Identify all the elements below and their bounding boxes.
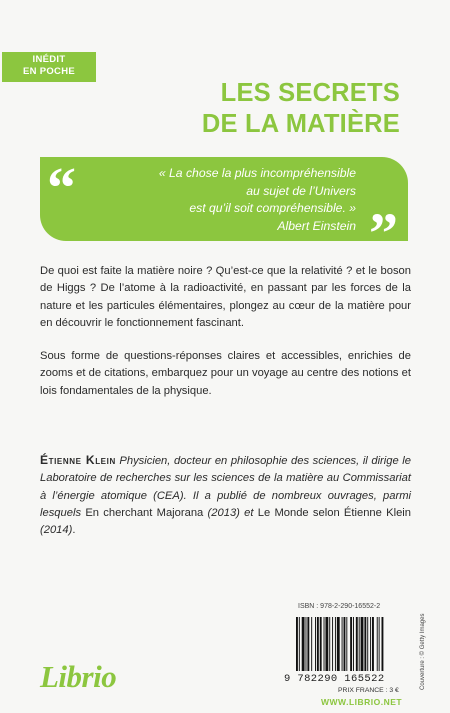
description-paragraph-1: De quoi est faite la matière noire ? Qu’est-ce que la relativité ? et le boson de Higgs ? De l’atome à la radioactivité, en passant par les forces de la nature et les particules élémentaires, plongez au cœur de la matière pour en découvrir le fonctionnement fascinant. bbox=[40, 265, 411, 329]
librio-logo: Librio bbox=[40, 659, 117, 694]
quote-box bbox=[40, 155, 408, 266]
badge-line-1: INÉDIT bbox=[32, 54, 66, 65]
price-label: PRIX FRANCE : 3 € bbox=[338, 687, 399, 694]
barcode-bar bbox=[324, 617, 325, 671]
barcode-bar bbox=[299, 617, 300, 671]
author-bio-text: Physicien, docteur en philosophie des sciences, il dirige le Laboratoire de recherches sur les sciences de la matière au Commissariat à l’énergie atomique (CEA). Il a publié de nombreux ouvrages, parmi lesquels bbox=[40, 455, 411, 519]
barcode-bar bbox=[367, 617, 368, 671]
author-book-1-year: (2013) bbox=[203, 506, 245, 519]
book-title-line-2: DE LA MATIÈRE bbox=[201, 110, 400, 138]
barcode-bar bbox=[353, 617, 354, 671]
barcode-bar bbox=[361, 617, 364, 671]
barcode-bar bbox=[382, 617, 384, 671]
author-bio bbox=[40, 452, 411, 539]
badge-line-2: EN POCHE bbox=[22, 66, 76, 77]
barcode bbox=[296, 617, 412, 675]
author-book-1: En cherchant Majorana bbox=[85, 506, 204, 519]
barcode-bar bbox=[337, 617, 340, 671]
barcode-bar bbox=[325, 617, 328, 671]
barcode-bar bbox=[311, 617, 312, 671]
barcode-bar bbox=[364, 617, 366, 671]
quote-text bbox=[159, 165, 356, 235]
barcode-bar bbox=[370, 617, 371, 671]
author-bio-end: . bbox=[72, 524, 76, 537]
barcode-bar bbox=[379, 617, 380, 671]
close-quote-mark: ” bbox=[369, 201, 398, 266]
website-link[interactable]: WWW.LIBRIO.NET bbox=[321, 697, 403, 707]
book-title bbox=[202, 78, 400, 140]
quote-author: Albert Einstein bbox=[277, 218, 356, 233]
inedit-en-poche-badge bbox=[2, 52, 96, 82]
barcode-bar bbox=[320, 617, 322, 671]
barcode-bar bbox=[344, 617, 346, 671]
barcode-bar bbox=[317, 617, 319, 671]
barcode-bar bbox=[302, 617, 305, 671]
quote-line-2: au sujet de l’Univers bbox=[246, 183, 356, 198]
author-name: Étienne Klein bbox=[40, 453, 116, 467]
author-bio-and: et bbox=[244, 506, 258, 519]
barcode-bar bbox=[372, 617, 374, 671]
barcode-bar bbox=[307, 617, 309, 671]
book-title-line-1: LES SECRETS bbox=[220, 79, 400, 107]
barcode-bar bbox=[350, 617, 352, 671]
barcode-bar bbox=[356, 617, 358, 671]
author-book-2: Le Monde selon Étienne Klein bbox=[257, 506, 411, 519]
author-book-2-year: (2014) bbox=[40, 524, 73, 537]
barcode-bar bbox=[377, 617, 378, 671]
barcode-bar bbox=[342, 617, 343, 671]
barcode-bar bbox=[359, 617, 360, 671]
barcode-bar bbox=[296, 617, 298, 671]
barcode-bar bbox=[315, 617, 316, 671]
barcode-bar bbox=[335, 617, 336, 671]
quote-line-1: « La chose la plus incompréhensible bbox=[158, 166, 356, 180]
description-paragraph-2: Sous forme de questions-réponses claires et accessibles, enrichies de zooms et de citations, embarquez pour un voyage au centre des notions et lois fondamentales de la physique. bbox=[40, 350, 411, 397]
quote-line-3: est qu’il soit compréhensible. » bbox=[189, 201, 356, 215]
barcode-bar bbox=[329, 617, 330, 671]
isbn-text: ISBN : 978-2-290-16552-2 bbox=[298, 603, 381, 610]
cover-credit: Couverture : © Getty Images bbox=[420, 613, 426, 690]
barcode-number: 9 782290 165522 bbox=[284, 673, 385, 685]
barcode-bar bbox=[332, 617, 333, 671]
open-quote-mark: “ bbox=[47, 155, 76, 220]
barcode-bar bbox=[306, 617, 307, 671]
barcode-bar bbox=[346, 617, 347, 671]
